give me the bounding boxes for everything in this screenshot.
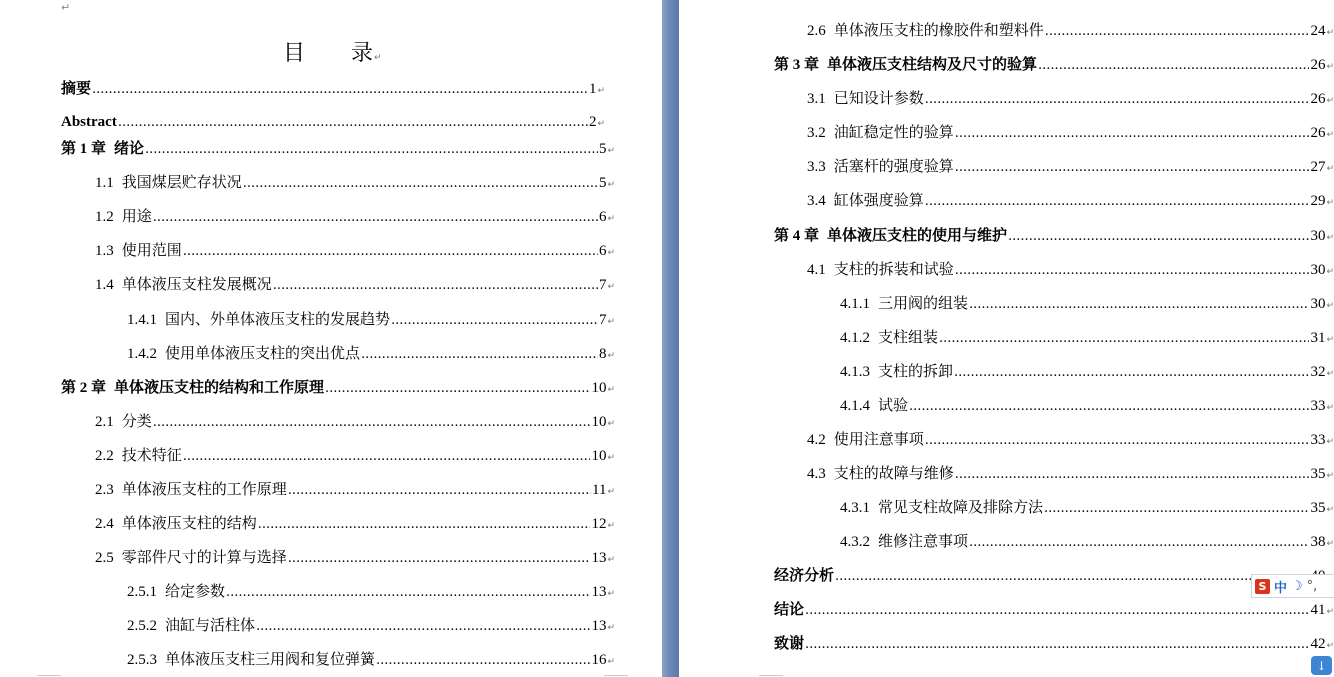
toc-entry-number: 2.5.3	[127, 652, 157, 668]
toc-leader	[153, 411, 591, 433]
toc-entry[interactable]	[95, 240, 615, 263]
paragraph-mark: ↵	[607, 351, 615, 361]
paragraph-mark: ↵	[1326, 96, 1334, 106]
toc-leader	[226, 581, 590, 603]
toc-entry-title: 致谢	[774, 634, 805, 652]
toc-entry[interactable]	[95, 445, 615, 468]
toc-leader	[955, 156, 1310, 178]
scroll-down-icon[interactable]: ↓	[1311, 656, 1332, 675]
toc-leader	[925, 429, 1310, 451]
toc-entry-title: 缸体强度验算	[833, 191, 924, 209]
paragraph-mark: ↵	[597, 86, 605, 96]
toc-entry[interactable]	[127, 309, 615, 332]
toc-entry-title: 分类	[121, 412, 152, 430]
paragraph-mark: ↵	[597, 119, 605, 129]
toc-entry-number: 2.3	[95, 482, 114, 498]
toc-entry-number: 第 1 章	[61, 141, 107, 157]
toc-leader	[805, 599, 1309, 621]
paragraph-mark: ↵	[1326, 198, 1334, 208]
toc-entry-title: 油缸稳定性的验算	[833, 123, 954, 141]
toc-page-number: 10	[591, 414, 607, 430]
toc-entry-number: 2.1	[95, 414, 114, 430]
toc-entry-title: Abstract	[61, 114, 117, 130]
toc-page-number: 31	[1310, 330, 1326, 346]
toc-entry-number: 1.4.1	[127, 312, 157, 328]
toc-entry-chapter[interactable]	[774, 565, 1334, 588]
margin-corner-mark	[37, 675, 61, 676]
toc-entry-chapter[interactable]	[61, 138, 615, 161]
paragraph-mark: ↵	[1326, 505, 1334, 515]
toc-page-number: 30	[1310, 228, 1326, 244]
toc-entry-title: 常见支柱故障及排除方法	[878, 498, 1044, 516]
toc-leader	[288, 547, 591, 569]
clipped-previous-entry	[839, 0, 1319, 2]
toc-entry[interactable]	[807, 122, 1334, 145]
toc-page-number: 8	[598, 346, 607, 362]
toc-entry[interactable]	[807, 20, 1334, 43]
toc-leader	[92, 78, 588, 100]
toc-entry-number: 2.5	[95, 550, 114, 566]
toc-entry-title: 支柱的拆装和试验	[833, 260, 954, 278]
toc-entry-title: 绪论	[114, 139, 145, 157]
toc-entry[interactable]	[95, 172, 615, 195]
toc-entry-title: 经济分析	[774, 566, 835, 584]
toc-leader	[925, 190, 1310, 212]
toc-entry-title: 用途	[121, 207, 152, 225]
paragraph-mark: ↵	[1326, 164, 1334, 174]
toc-leader	[256, 615, 590, 637]
toc-entry-title: 单体液压支柱的工作原理	[121, 480, 287, 498]
toc-entry-number: 4.2	[807, 432, 826, 448]
toc-leader	[183, 240, 598, 262]
toc-page-number: 6	[598, 209, 607, 225]
toc-page-number: 33	[1310, 398, 1326, 414]
toc-entry-number: 2.2	[95, 448, 114, 464]
toc-entry-title: 支柱组装	[878, 328, 939, 346]
toc-leader	[145, 138, 598, 160]
toc-leader	[955, 463, 1310, 485]
paragraph-mark: ↵	[1326, 28, 1334, 38]
paragraph-mark: ↵	[607, 385, 615, 395]
moon-icon[interactable]: ☽	[1291, 578, 1303, 594]
toc-entry-title: 试验	[878, 396, 909, 414]
toc-page-number: 5	[598, 141, 607, 157]
toc-entry-number: 2.5.1	[127, 584, 157, 600]
toc-entry-title: 国内、外单体液压支柱的发展趋势	[165, 310, 391, 328]
toc-entry[interactable]	[61, 111, 605, 134]
toc-entry-title: 单体液压支柱的结构	[121, 514, 257, 532]
toc-leader	[288, 479, 591, 501]
toc-entry-number: 2.5.2	[127, 618, 157, 634]
paragraph-mark: ↵	[1326, 335, 1334, 345]
toc-page-number: 35	[1310, 466, 1326, 482]
toc-entry-number: 4.3.2	[840, 534, 870, 550]
toc-leader	[835, 565, 1309, 587]
toc-leader	[1044, 497, 1309, 519]
paragraph-mark: ↵	[1326, 471, 1334, 481]
paragraph-mark: ↵	[607, 214, 615, 224]
toc-entry-title: 单体液压支柱结构及尺寸的验算	[827, 55, 1038, 73]
toc-entry-title: 给定参数	[165, 582, 226, 600]
toc-entry-number: 3.4	[807, 193, 826, 209]
margin-corner-mark	[604, 675, 628, 676]
toc-page-number: 7	[598, 277, 607, 293]
toc-leader	[955, 259, 1310, 281]
toc-title-char-2: 录	[351, 41, 374, 66]
toc-entry-number: 2.6	[807, 23, 826, 39]
toc-page-number: 30	[1310, 296, 1326, 312]
toc-leader	[1008, 225, 1309, 247]
toc-entry[interactable]	[840, 531, 1334, 554]
toc-entry-number: 1.4.2	[127, 346, 157, 362]
toc-entry[interactable]	[127, 581, 615, 604]
toc-page-number: 10	[591, 448, 607, 464]
toc-page-number: 41	[1310, 602, 1326, 618]
toc-leader	[969, 293, 1309, 315]
toc-page-number: 13	[591, 584, 607, 600]
toc-entry[interactable]	[61, 78, 605, 101]
toc-entry[interactable]	[127, 649, 615, 672]
toc-entry-title: 活塞杆的强度验算	[833, 157, 954, 175]
toc-entry-title: 油缸与活柱体	[165, 616, 256, 634]
toc-page-number: 26	[1310, 125, 1326, 141]
toc-entry-number: 4.1.2	[840, 330, 870, 346]
toc-entry[interactable]	[840, 327, 1334, 350]
toc-leader	[153, 206, 598, 228]
paragraph-mark: ↵	[1326, 437, 1334, 447]
paragraph-mark: ↵	[607, 248, 615, 258]
toc-leader	[955, 122, 1310, 144]
toc-leader	[805, 633, 1309, 655]
paragraph-mark: ↵	[607, 317, 615, 327]
toc-entry-title: 单体液压支柱的橡胶件和塑料件	[833, 21, 1044, 39]
toc-entry-chapter[interactable]	[774, 599, 1334, 622]
toc-leader	[273, 274, 598, 296]
paragraph-mark: ↵	[1326, 267, 1334, 277]
toc-entry-title: 维修注意事项	[878, 532, 969, 550]
toc-entry-chapter[interactable]	[61, 377, 615, 400]
toc-entry[interactable]	[95, 479, 615, 502]
toc-page-number: 10	[591, 380, 607, 396]
paragraph-mark: ↵	[1326, 233, 1334, 243]
paragraph-mark: ↵	[1326, 301, 1334, 311]
toc-page-number: 35	[1310, 500, 1326, 516]
toc-page-number: 5	[598, 175, 607, 191]
paragraph-mark: ↵	[1326, 403, 1334, 413]
toc-page-number: 33	[1310, 432, 1326, 448]
toc-entry-title: 单体液压支柱三用阀和复位弹簧	[165, 650, 376, 668]
paragraph-mark: ↵	[607, 487, 615, 497]
toc-leader	[939, 327, 1309, 349]
toc-entry[interactable]	[840, 293, 1334, 316]
toc-title	[283, 36, 382, 67]
toc-entry-number: 3.1	[807, 91, 826, 107]
toc-entry-number: 1.3	[95, 243, 114, 259]
toc-entry-title: 单体液压支柱的使用与维护	[827, 226, 1008, 244]
toc-entry-chapter[interactable]	[774, 633, 1334, 656]
paragraph-mark: ↵	[607, 521, 615, 531]
document-page-right	[679, 0, 1334, 677]
toc-entry-number: 1.2	[95, 209, 114, 225]
paragraph-mark: ↵	[607, 555, 615, 565]
paragraph-mark: ↵	[607, 453, 615, 463]
toc-entry-number: 第 2 章	[61, 380, 107, 396]
toc-entry-title: 单体液压支柱发展概况	[121, 275, 272, 293]
toc-entry[interactable]	[807, 156, 1334, 179]
paragraph-mark: ↵	[1326, 62, 1334, 72]
toc-entry-title: 支柱的拆卸	[878, 362, 954, 380]
toc-entry-number: 4.1.1	[840, 296, 870, 312]
page-gutter	[662, 0, 679, 677]
toc-entry[interactable]	[127, 343, 615, 366]
paragraph-mark: ↵	[374, 53, 382, 63]
toc-entry-title: 我国煤层贮存状况	[121, 173, 242, 191]
toc-page-number: 24	[1310, 23, 1326, 39]
toc-entry[interactable]	[840, 497, 1334, 520]
document-page-left	[0, 0, 662, 677]
toc-page-number: 32	[1310, 364, 1326, 380]
paragraph-mark: ↵	[607, 419, 615, 429]
toc-entry-title: 结论	[774, 600, 805, 618]
toc-entry-number: 第 4 章	[774, 228, 820, 244]
paragraph-mark: ↵	[607, 589, 615, 599]
toc-leader	[325, 377, 590, 399]
toc-entry[interactable]	[807, 259, 1334, 282]
toc-page-number: 6	[598, 243, 607, 259]
toc-leader	[361, 343, 598, 365]
toc-leader	[243, 172, 598, 194]
paragraph-mark: ↵	[1326, 130, 1334, 140]
toc-page-number: 26	[1310, 57, 1326, 73]
toc-entry[interactable]	[840, 361, 1334, 384]
paragraph-mark: ↵	[1326, 539, 1334, 549]
toc-entry-title: 已知设计参数	[833, 89, 924, 107]
paragraph-mark: ↵	[607, 146, 615, 156]
toc-page-number: 42	[1310, 636, 1326, 652]
toc-entry[interactable]	[807, 190, 1334, 213]
toc-entry-number: 4.1.4	[840, 398, 870, 414]
toc-entry[interactable]	[807, 88, 1334, 111]
toc-entry-title: 使用范围	[121, 241, 182, 259]
paragraph-mark: ↵	[607, 282, 615, 292]
toc-leader	[1038, 54, 1309, 76]
toc-entry-title: 技术特征	[121, 446, 182, 464]
toc-leader	[1045, 20, 1310, 42]
chinese-mode-toggle[interactable]: 中	[1274, 580, 1288, 596]
ime-toolbar[interactable]	[1251, 574, 1334, 598]
toc-entry[interactable]	[95, 513, 615, 536]
toc-page-number: 13	[591, 550, 607, 566]
toc-leader	[925, 88, 1310, 110]
toc-page-number: 12	[591, 516, 607, 532]
toc-entry-number: 3.3	[807, 159, 826, 175]
toc-entry-title: 单体液压支柱的结构和工作原理	[114, 378, 325, 396]
paragraph-mark: ↵	[1326, 641, 1334, 651]
toc-entry[interactable]	[807, 463, 1334, 486]
toc-leader	[258, 513, 591, 535]
toc-page-number: 38	[1310, 534, 1326, 550]
toc-entry-title: 零部件尺寸的计算与选择	[121, 548, 287, 566]
toc-entry[interactable]	[95, 274, 615, 297]
paragraph-mark: ↵	[607, 657, 615, 667]
toc-entry[interactable]	[95, 206, 615, 229]
toc-leader	[118, 111, 588, 133]
toc-leader	[909, 395, 1309, 417]
toc-page-number: 30	[1310, 262, 1326, 278]
toc-entry-number: 2.4	[95, 516, 114, 532]
toc-page-number: 7	[598, 312, 607, 328]
paragraph-mark: ↵	[1326, 607, 1334, 617]
toc-entry-title: 支柱的故障与维修	[833, 464, 954, 482]
paragraph-mark: ↵	[607, 623, 615, 633]
toc-entry-title: 摘要	[61, 79, 92, 97]
toc-entry-number: 4.3	[807, 466, 826, 482]
toc-entry-number: 4.1.3	[840, 364, 870, 380]
toc-entry-chapter[interactable]	[774, 225, 1334, 248]
toc-leader	[954, 361, 1309, 383]
toc-entry[interactable]	[95, 547, 615, 570]
toc-entry-title: 使用注意事项	[833, 430, 924, 448]
toc-leader	[391, 309, 598, 331]
toc-leader	[969, 531, 1309, 553]
toc-page-number: 1	[588, 81, 597, 97]
toc-page-number: 13	[591, 618, 607, 634]
toc-entry[interactable]	[95, 411, 615, 434]
toc-entry-title: 三用阀的组装	[878, 294, 969, 312]
toc-entry-number: 1.1	[95, 175, 114, 191]
paragraph-mark: ↵	[1326, 369, 1334, 379]
toc-entry-number: 3.2	[807, 125, 826, 141]
toc-page-number: 29	[1310, 193, 1326, 209]
toc-entry-number: 1.4	[95, 277, 114, 293]
toc-entry[interactable]	[807, 429, 1334, 452]
toc-entry-chapter[interactable]	[774, 54, 1334, 77]
toc-page-number: 2	[588, 114, 597, 130]
toc-entry-number: 第 3 章	[774, 57, 820, 73]
sogou-logo-icon[interactable]: S	[1255, 579, 1270, 594]
toc-entry-number: 4.1	[807, 262, 826, 278]
margin-corner-mark	[759, 675, 783, 676]
toc-page-number: 26	[1310, 91, 1326, 107]
paragraph-mark: ↵	[61, 1, 71, 14]
paragraph-mark: ↵	[607, 180, 615, 190]
toc-entry-number: 4.3.1	[840, 500, 870, 516]
toc-page-number: 27	[1310, 159, 1326, 175]
toc-page-number: 16	[591, 652, 607, 668]
toc-leader	[183, 445, 591, 467]
toc-leader	[376, 649, 590, 671]
toc-title-char-1: 目	[283, 41, 306, 66]
toc-entry[interactable]	[840, 395, 1334, 418]
punctuation-toggle[interactable]: °,	[1306, 578, 1318, 594]
toc-entry[interactable]	[127, 615, 615, 638]
toc-page-number: 11	[592, 482, 607, 498]
toc-entry-title: 使用单体液压支柱的突出优点	[165, 344, 361, 362]
